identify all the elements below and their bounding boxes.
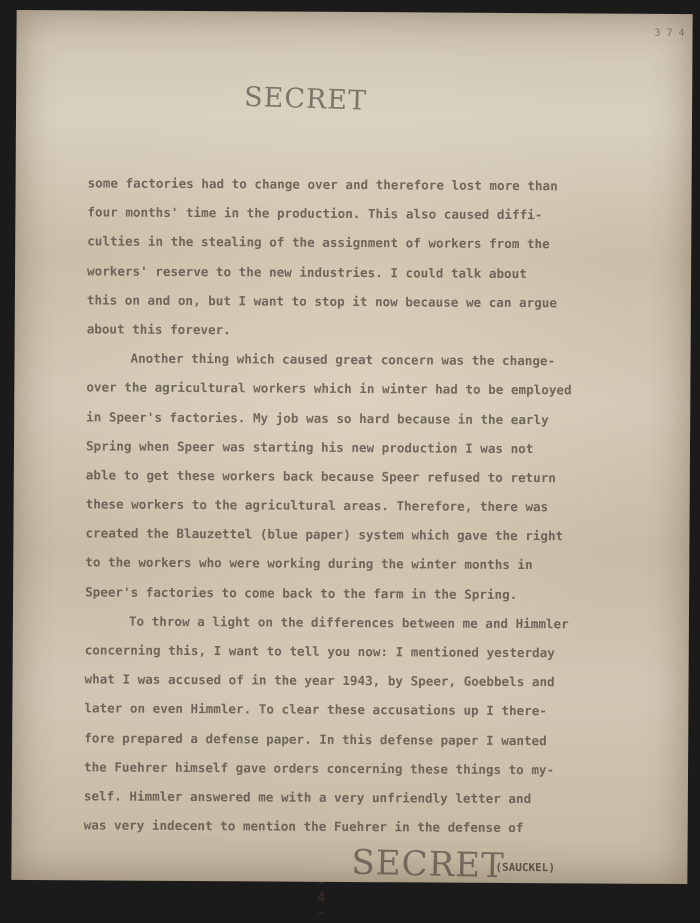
text-line: later on even Himmler. To clear these accusations up I there- [84,700,547,719]
text-line: Speer's factories to come back to the farm in the Spring. [85,583,518,602]
secret-stamp-top: SECRET [243,81,368,117]
text-line: this on and on, but I want to stop it now because we can argue [86,292,558,310]
text-line: fore prepared a defense paper. In this defense paper I wanted [84,729,547,748]
text-line: over the agricultural workers which in winter had to be employed [86,379,572,398]
text-line: culties in the stealing of the assignment of workers from the [87,233,550,252]
text-line: these workers to the agricultural areas. Therefore, there was [85,496,549,515]
text-line: was very indecent to mention the Fuehrer in the defense of [83,817,524,836]
text-line: able to get these workers back because Speer refused to return [85,467,556,486]
text-line: in Speer's factories. My job was so hard because in the early [86,408,549,427]
document-body [84,168,648,843]
text-line: four months' time in the production. This also caused diffi- [87,204,543,223]
page-number: - 4 - [317,875,326,921]
corner-page-mark: 3 7 4 [654,27,685,40]
text-line: about this forever. [86,321,231,338]
text-line: created the Blauzettel (blue paper) system which gave the right [85,525,564,544]
secret-stamp-bottom: SECRET [351,842,506,887]
text-line: concerning this, I want to tell you now: I mentioned yesterday [84,642,555,661]
text-line: self. Himmler answered me with a very unfriendly letter and [83,788,532,807]
text-line: To throw a light on the differences between me and Himmler [128,613,569,632]
text-line: workers' reserve to the new industries. I could talk about [87,262,527,281]
text-line: some factories had to change over and therefore lost more than [87,175,558,194]
speaker-name: (SAUCKEL) [495,860,556,875]
document-page [11,10,692,921]
text-line: Another thing which caused great concern was the change- [130,350,556,369]
text-line: what I was accused of in the year 1943, by Speer, Goebbels and [84,671,555,690]
text-line: the Fuehrer himself gave orders concerning these things to my- [83,759,555,777]
text-line: to the workers who were working during the winter months in [85,554,533,573]
text-line: Spring when Speer was starting his new production I was not [85,438,534,456]
